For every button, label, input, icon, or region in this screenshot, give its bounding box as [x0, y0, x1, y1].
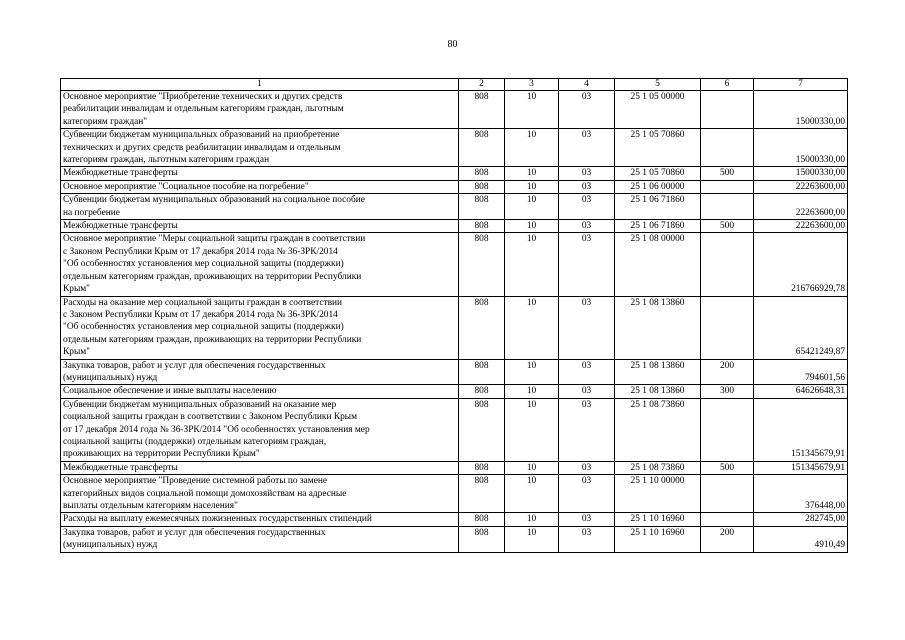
row-csr: 25 1 08 13860 [615, 385, 701, 398]
row-sum: 151345679,91 [754, 398, 848, 461]
header-col-5: 5 [615, 79, 701, 91]
table-row [61, 359, 848, 385]
table-row [61, 129, 848, 167]
row-vr [701, 398, 754, 461]
row-rz: 10 [505, 385, 559, 398]
row-rz: 10 [505, 475, 559, 513]
row-ved: 808 [459, 167, 505, 180]
header-row [61, 79, 848, 91]
row-ved: 808 [459, 359, 505, 385]
row-vr [701, 296, 754, 359]
row-pr: 03 [559, 526, 615, 552]
row-name: Расходы на выплату ежемесячных пожизненных государственных стипендий [61, 513, 459, 526]
header-col-1: 1 [61, 79, 459, 91]
row-pr: 03 [559, 220, 615, 233]
row-pr: 03 [559, 461, 615, 474]
row-name: Межбюджетные трансферты [61, 220, 459, 233]
row-rz: 10 [505, 398, 559, 461]
row-csr: 25 1 05 00000 [615, 91, 701, 129]
row-ved: 808 [459, 461, 505, 474]
row-pr: 03 [559, 359, 615, 385]
page-number: 80 [447, 39, 458, 50]
row-sum: 22263600,00 [754, 194, 848, 220]
row-ved: 808 [459, 180, 505, 193]
row-csr: 25 1 08 13860 [615, 296, 701, 359]
row-ved: 808 [459, 385, 505, 398]
row-sum: 282745,00 [754, 513, 848, 526]
row-ved: 808 [459, 91, 505, 129]
row-pr: 03 [559, 296, 615, 359]
row-ved: 808 [459, 194, 505, 220]
header-col-6: 6 [701, 79, 754, 91]
row-name: Основное мероприятие "Проведение системной работы по замене категорийных видов социальной помощи домохозяйствам на адресные выплаты отдельным категориям населения" [61, 475, 459, 513]
table-row [61, 513, 848, 526]
row-sum: 376448,00 [754, 475, 848, 513]
row-rz: 10 [505, 296, 559, 359]
row-rz: 10 [505, 526, 559, 552]
row-csr: 25 1 10 16960 [615, 526, 701, 552]
row-rz: 10 [505, 91, 559, 129]
table-row [61, 194, 848, 220]
row-csr: 25 1 08 73860 [615, 461, 701, 474]
row-name: Субвенции бюджетам муниципальных образований на социальное пособие на погребение [61, 194, 459, 220]
row-name: Субвенции бюджетам муниципальных образований на оказание мер социальной защиты граждан в соответствии с Законом Республики Крым от 17 декабря 2014 года № 36-ЗРК/2014 "Об особенностях установления мер социальной защиты (поддержки) отдельным категориям граждан, проживающих на территории Республики Крым" [61, 398, 459, 461]
row-pr: 03 [559, 180, 615, 193]
row-ved: 808 [459, 398, 505, 461]
table-row [61, 461, 848, 474]
row-rz: 10 [505, 461, 559, 474]
row-name: Межбюджетные трансферты [61, 461, 459, 474]
row-sum: 794601,56 [754, 359, 848, 385]
table-body [61, 91, 848, 553]
row-name: Основное мероприятие "Социальное пособие на погребение" [61, 180, 459, 193]
row-sum: 4910,49 [754, 526, 848, 552]
row-csr: 25 1 06 71860 [615, 194, 701, 220]
row-csr: 25 1 08 73860 [615, 398, 701, 461]
row-name: Основное мероприятие "Приобретение технических и других средств реабилитации инвалидам и отдельным категориям граждан, льготным категориям граждан" [61, 91, 459, 129]
table-row [61, 296, 848, 359]
row-name: Межбюджетные трансферты [61, 167, 459, 180]
row-rz: 10 [505, 220, 559, 233]
table-row [61, 220, 848, 233]
row-rz: 10 [505, 194, 559, 220]
row-sum: 22263600,00 [754, 220, 848, 233]
row-sum: 15000330,00 [754, 129, 848, 167]
row-csr: 25 1 06 00000 [615, 180, 701, 193]
row-pr: 03 [559, 129, 615, 167]
row-vr [701, 233, 754, 296]
row-name: Расходы на оказание мер социальной защиты граждан в соответствии с Законом Республики Крым от 17 декабря 2014 года № 36-ЗРК/2014 "Об особенностях установления мер социальной защиты (поддержки) отдельным категориям граждан, проживающих на территории Республики Крым" [61, 296, 459, 359]
row-vr: 200 [701, 526, 754, 552]
table-row [61, 91, 848, 129]
row-sum: 15000330,00 [754, 167, 848, 180]
row-csr: 25 1 10 00000 [615, 475, 701, 513]
row-vr: 500 [701, 167, 754, 180]
row-ved: 808 [459, 220, 505, 233]
row-pr: 03 [559, 194, 615, 220]
row-rz: 10 [505, 513, 559, 526]
row-name: Основное мероприятие "Меры социальной защиты граждан в соответствии с Законом Республики Крым от 17 декабря 2014 года № 36-ЗРК/2014 "Об особенностях установления мер социальной защиты (поддержки) отдельным категориям граждан, проживающих на территории Республики Крым" [61, 233, 459, 296]
row-ved: 808 [459, 129, 505, 167]
table-row [61, 167, 848, 180]
row-name: Закупка товаров, работ и услуг для обеспечения государственных (муниципальных) нужд [61, 526, 459, 552]
row-vr [701, 129, 754, 167]
row-rz: 10 [505, 359, 559, 385]
row-vr [701, 475, 754, 513]
row-csr: 25 1 05 70860 [615, 167, 701, 180]
row-pr: 03 [559, 513, 615, 526]
row-rz: 10 [505, 167, 559, 180]
row-name: Социальное обеспечение и иные выплаты населению [61, 385, 459, 398]
row-csr: 25 1 08 00000 [615, 233, 701, 296]
row-pr: 03 [559, 91, 615, 129]
row-pr: 03 [559, 167, 615, 180]
row-pr: 03 [559, 475, 615, 513]
table-row [61, 475, 848, 513]
header-col-3: 3 [505, 79, 559, 91]
row-pr: 03 [559, 385, 615, 398]
row-vr [701, 513, 754, 526]
row-vr: 300 [701, 385, 754, 398]
header-col-7: 7 [754, 79, 848, 91]
table-row [61, 526, 848, 552]
header-col-2: 2 [459, 79, 505, 91]
row-vr: 200 [701, 359, 754, 385]
row-csr: 25 1 06 71860 [615, 220, 701, 233]
row-ved: 808 [459, 526, 505, 552]
row-csr: 25 1 08 13860 [615, 359, 701, 385]
row-ved: 808 [459, 475, 505, 513]
row-name: Закупка товаров, работ и услуг для обеспечения государственных (муниципальных) нужд [61, 359, 459, 385]
row-pr: 03 [559, 398, 615, 461]
row-vr [701, 180, 754, 193]
table-row [61, 385, 848, 398]
row-ved: 808 [459, 296, 505, 359]
row-rz: 10 [505, 233, 559, 296]
row-sum: 65421249,87 [754, 296, 848, 359]
row-csr: 25 1 10 16960 [615, 513, 701, 526]
row-vr [701, 194, 754, 220]
budget-table [60, 78, 848, 553]
row-sum: 216766929,78 [754, 233, 848, 296]
row-rz: 10 [505, 129, 559, 167]
row-vr: 500 [701, 461, 754, 474]
row-vr: 500 [701, 220, 754, 233]
row-sum: 22263600,00 [754, 180, 848, 193]
row-vr [701, 91, 754, 129]
table-row [61, 233, 848, 296]
table-row [61, 180, 848, 193]
row-sum: 64626648,31 [754, 385, 848, 398]
row-pr: 03 [559, 233, 615, 296]
row-ved: 808 [459, 233, 505, 296]
row-sum: 15000330,00 [754, 91, 848, 129]
table-row [61, 398, 848, 461]
row-csr: 25 1 05 70860 [615, 129, 701, 167]
header-col-4: 4 [559, 79, 615, 91]
row-sum: 151345679,91 [754, 461, 848, 474]
row-rz: 10 [505, 180, 559, 193]
row-ved: 808 [459, 513, 505, 526]
row-name: Субвенции бюджетам муниципальных образований на приобретение технических и других средств реабилитации инвалидам и отдельным категориям граждан, льготным категориям граждан [61, 129, 459, 167]
